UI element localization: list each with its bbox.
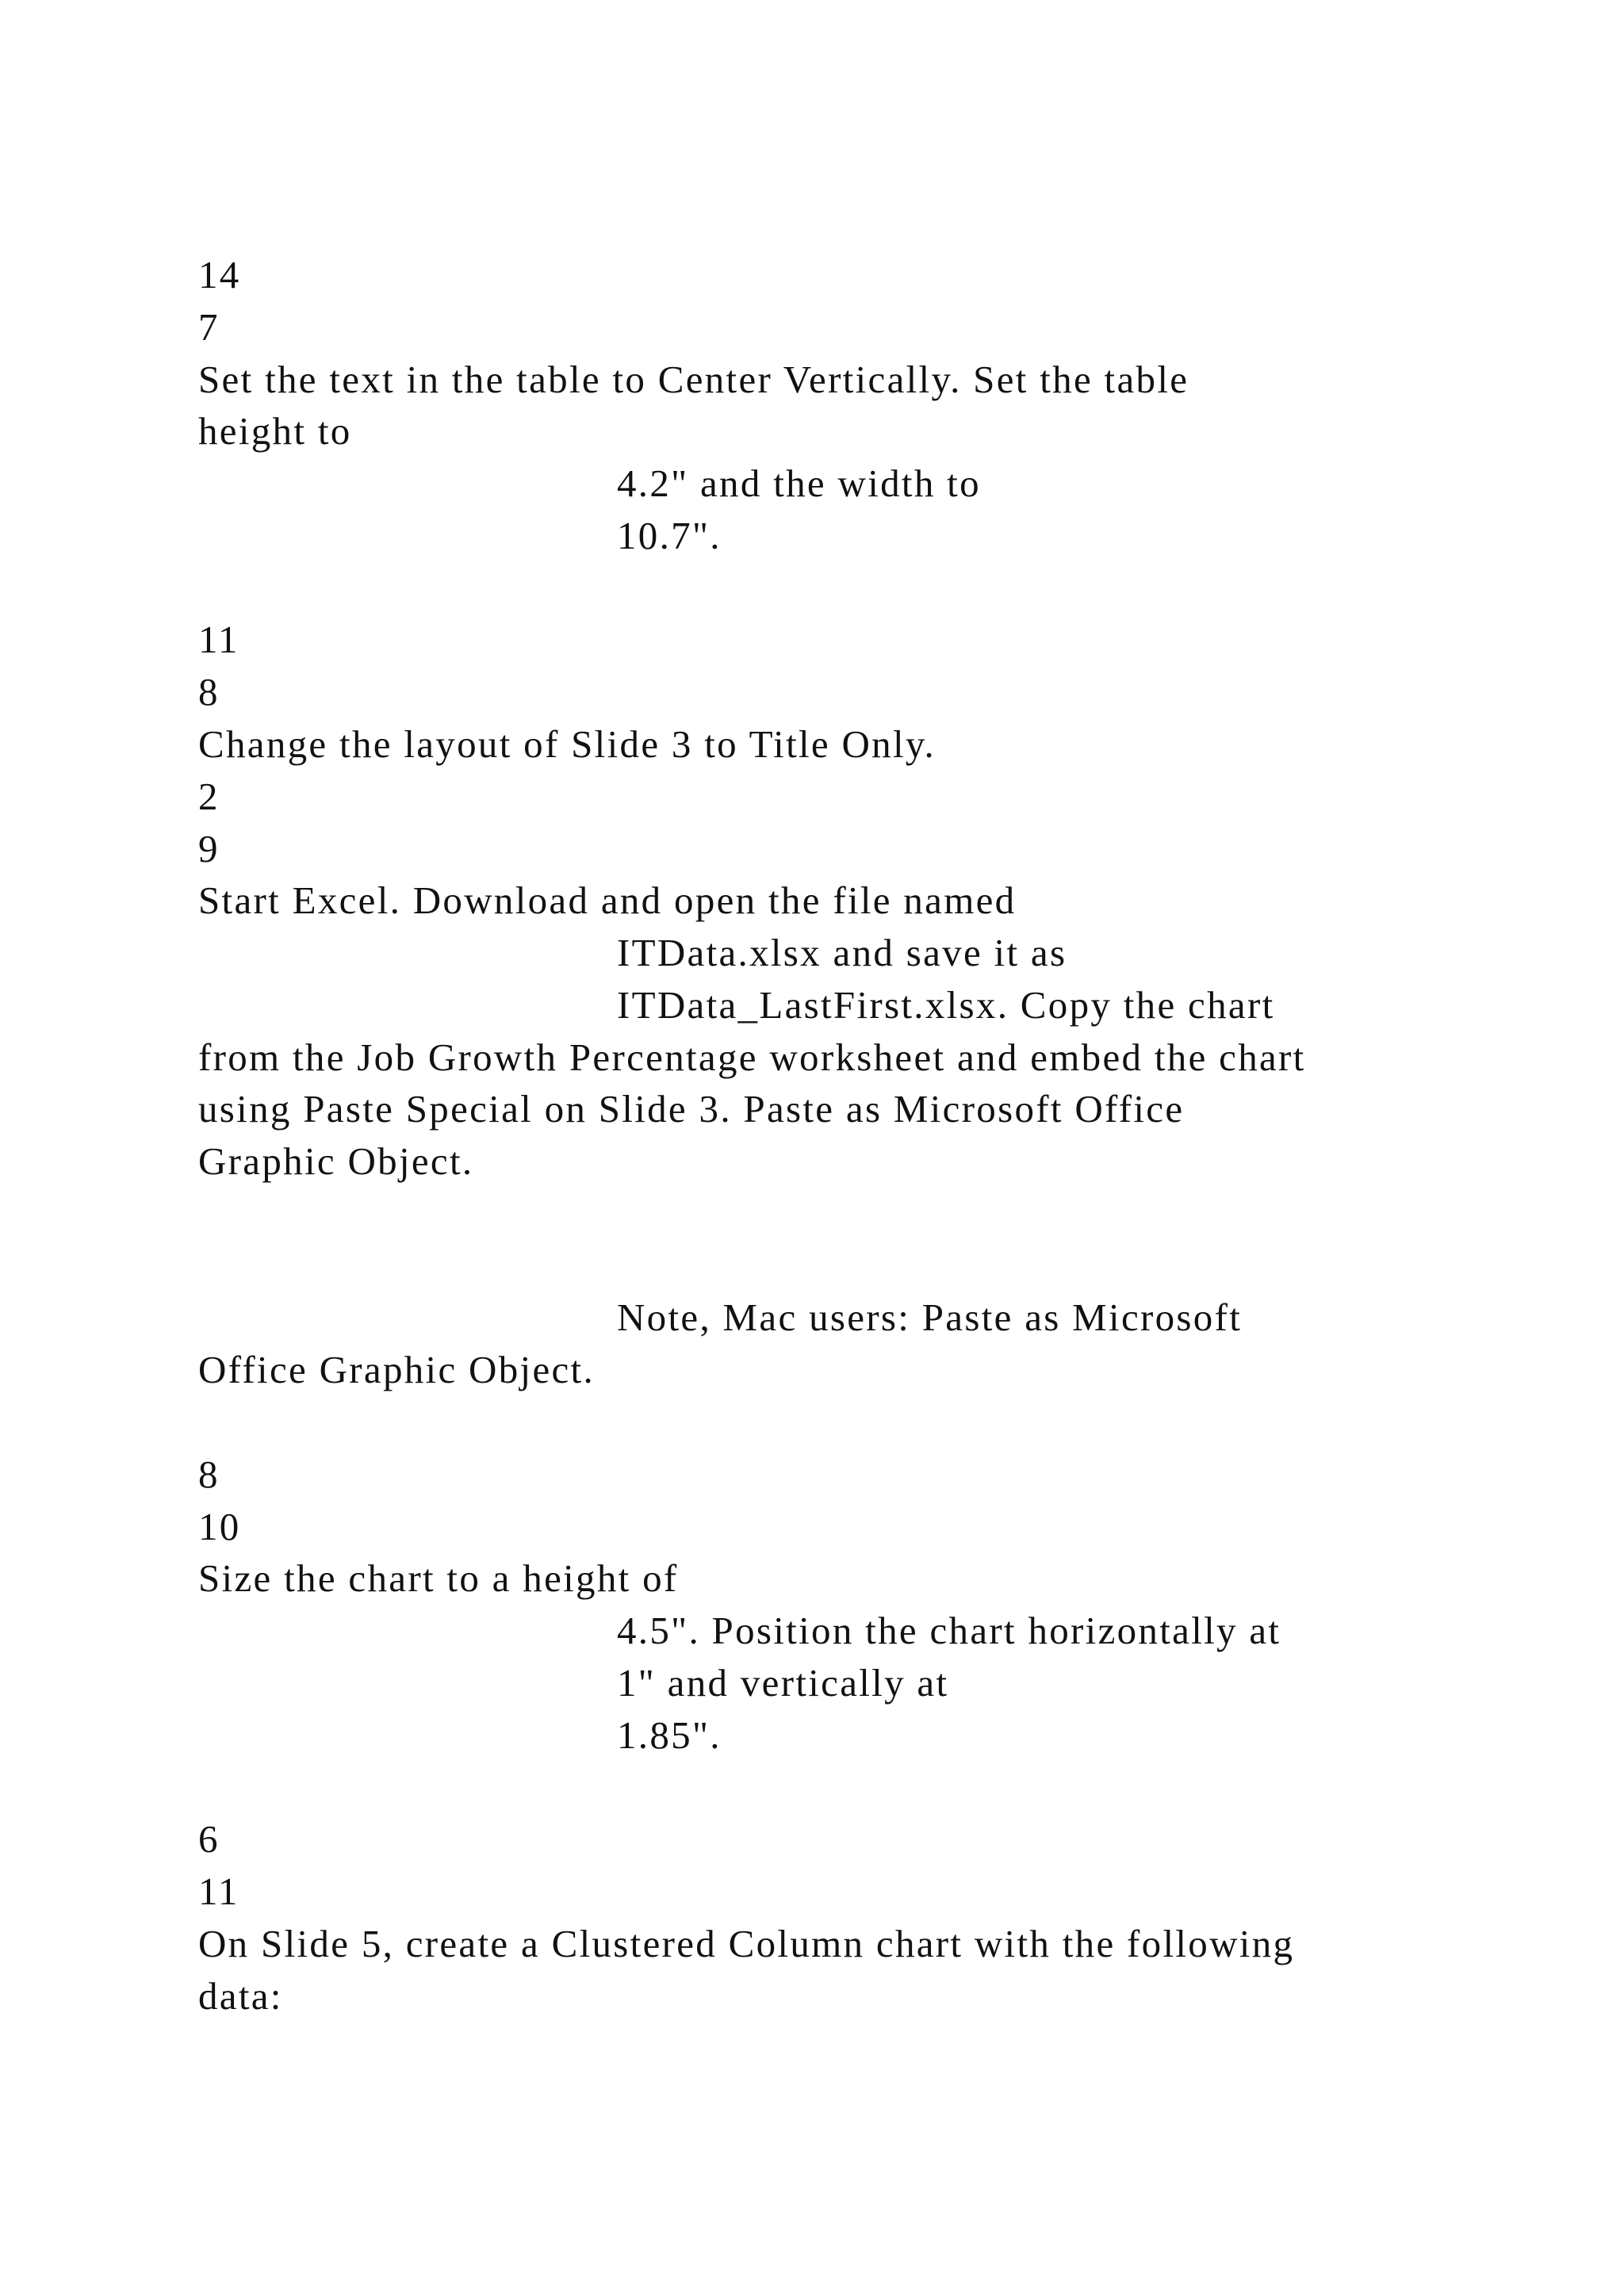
- step-number: 9: [198, 827, 220, 871]
- step-number: 7: [198, 305, 220, 349]
- instruction-text: 1" and vertically at: [617, 1661, 949, 1705]
- instruction-text: Change the layout of Slide 3 to Title Only.: [198, 722, 936, 766]
- instruction-text: 10.7".: [617, 514, 722, 557]
- instruction-note: Note, Mac users: Paste as Microsoft: [617, 1295, 1243, 1339]
- instruction-text: height to: [198, 409, 352, 453]
- instruction-text: data:: [198, 1974, 283, 2018]
- instruction-text: On Slide 5, create a Clustered Column chart with the following: [198, 1922, 1295, 1965]
- step-points: 14: [198, 253, 241, 297]
- instruction-text: Set the text in the table to Center Vertically. Set the table: [198, 358, 1189, 401]
- instruction-text: from the Job Growth Percentage worksheet and embed the chart: [198, 1035, 1306, 1079]
- step-points: 2: [198, 775, 220, 818]
- step-number: 10: [198, 1505, 241, 1548]
- instruction-text: Start Excel. Download and open the file named: [198, 878, 1017, 922]
- instruction-text: Size the chart to a height of: [198, 1556, 679, 1600]
- step-points: 8: [198, 1452, 220, 1496]
- step-points: 6: [198, 1817, 220, 1861]
- instruction-text: ITData_LastFirst.xlsx. Copy the chart: [617, 983, 1275, 1027]
- instruction-text: using Paste Special on Slide 3. Paste as Microsoft Office: [198, 1087, 1185, 1131]
- step-number: 8: [198, 670, 220, 714]
- step-number: 11: [198, 1869, 239, 1913]
- instruction-text: 4.5". Position the chart horizontally at: [617, 1609, 1281, 1652]
- step-points: 11: [198, 618, 239, 661]
- instruction-text: ITData.xlsx and save it as: [617, 931, 1067, 974]
- instruction-text: 4.2" and the width to: [617, 461, 981, 505]
- instruction-text: 1.85".: [617, 1713, 722, 1757]
- instruction-text: Graphic Object.: [198, 1139, 474, 1183]
- instruction-note: Office Graphic Object.: [198, 1348, 596, 1391]
